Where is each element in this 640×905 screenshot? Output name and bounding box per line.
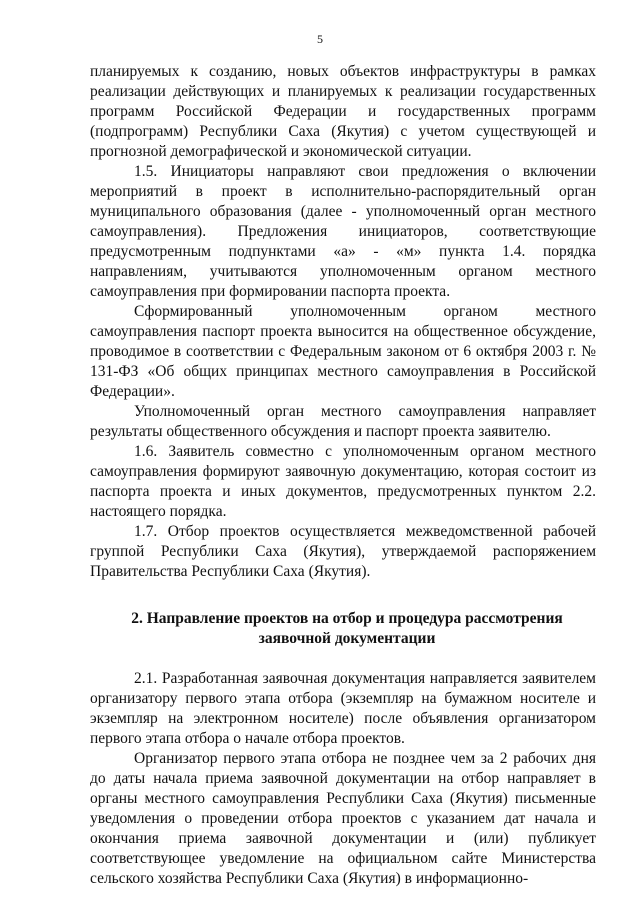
paragraph-passport-discussion: Сформированный уполномоченным органом местного самоуправления паспорт проекта выносится на общественное обсуждение, проводимое в соответствии с Федеральным законом от 6 октября 2003 г. № 131-ФЗ «Об общих принципах местного самоуправления в Российской Федерации». <box>90 303 596 400</box>
document-body <box>90 62 596 889</box>
paragraph-1-5: 1.5. Инициаторы направляют свои предложения о включении мероприятий в проект в исполнительно-распорядительный орган муниципального образования (далее - уполномоченный орган местного самоуправления). Предложения инициаторов, соответствующие предусмотренным подпунктами «а» - «м» пункта 1.4. порядка направлениям, учитываются уполномоченным органом местного самоуправления при формировании паспорта проекта. <box>90 163 596 300</box>
paragraph-notification: Организатор первого этапа отбора не позднее чем за 2 рабочих дня до даты начала приема заявочной документации на отбор направляет в органы местного самоуправления Республики Саха (Якутия) письменные уведомления о проведении отбора проектов с указанием дат начала и окончания приема заявочной документации и (или) публикует соответствующее уведомление на официальном сайте Министерства сельского хозяйства Республики Саха (Якутия) в информационно- <box>90 750 596 887</box>
paragraph-1-6: 1.6. Заявитель совместно с уполномоченным органом местного самоуправления формируют заявочную документацию, которая состоит из паспорта проекта и иных документов, предусмотренных пунктом 2.2. настоящего порядка. <box>90 443 596 520</box>
section-heading <box>90 609 596 649</box>
paragraph-continuation: планируемых к созданию, новых объектов инфраструктуры в рамках реализации действующих и планируемых к реализации государственных программ Российской Федерации и государственных программ (подпрограмм) Республики Саха (Якутия) с учетом существующей и прогнозной демографической и экономической ситуации. <box>90 63 596 160</box>
paragraph-2-1: 2.1. Разработанная заявочная документация направляется заявителем организатору первого этапа отбора (экземпляр на бумажном носителе и экземпляр на электронном носителе) после объявления организатором первого этапа отбора о начале отбора проектов. <box>90 670 596 747</box>
section-heading-line-1: 2. Направление проектов на отбор и процедура рассмотрения <box>131 610 563 627</box>
page-number: 5 <box>317 32 323 46</box>
paragraph-discussion-results: Уполномоченный орган местного самоуправления направляет результаты общественного обсуждения и паспорт проекта заявителю. <box>90 403 596 440</box>
paragraph-1-7: 1.7. Отбор проектов осуществляется межведомственной рабочей группой Республики Саха (Якутия), утверждаемой распоряжением Правительства Республики Саха (Якутия). <box>90 523 596 580</box>
section-heading-line-2: заявочной документации <box>258 630 436 647</box>
